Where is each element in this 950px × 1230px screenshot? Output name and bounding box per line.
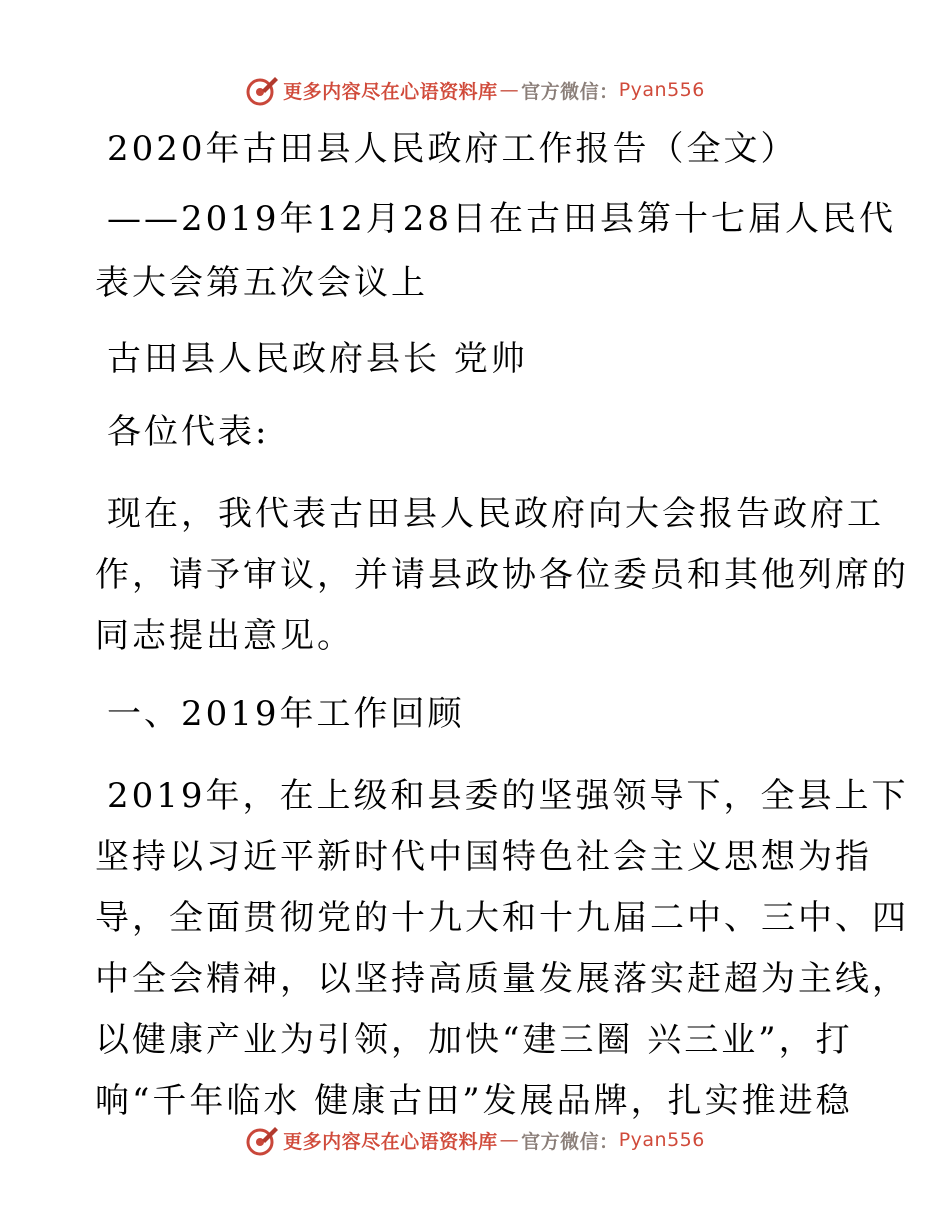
paragraph-2-line-5: 以健康产业为引领，加快“建三圈 兴三业”，打 [95,1020,853,1060]
watermark-label: 官方微信： [521,80,619,103]
document-subtitle-line-2: 表大会第五次会议上 [95,263,428,303]
watermark-dash: — [499,79,520,101]
document-author: 古田县人民政府县长 党帅 [107,339,528,379]
document-salutation: 各位代表: [107,412,270,452]
paragraph-2-line-1: 2019年，在上级和县委的坚强领导下，全县上下 [107,776,909,816]
paragraph-2-line-2: 坚持以习近平新时代中国特色社会主义思想为指 [95,837,872,877]
logo-icon [245,1123,279,1157]
footer-watermark [0,1120,950,1160]
logo-icon [245,73,279,107]
document-body [95,120,909,1121]
header-watermark [0,70,950,110]
watermark-brand: 更多内容尽在心语资料库 [283,1130,498,1153]
document-subtitle-line-1: ——2019年12月28日在古田县第十七届人民代 [107,199,897,239]
paragraph-2-line-3: 导，全面贯彻党的十九大和十九届二中、三中、四 [95,898,909,938]
watermark-account: Pyan556 [618,79,705,101]
paragraph-1-line-3: 同志提出意见。 [95,616,354,656]
paragraph-1-line-2: 作，请予审议，并请县政协各位委员和其他列席的 [95,555,909,595]
document-title: 2020年古田县人民政府工作报告（全文） [107,129,798,169]
paragraph-2-line-4: 中全会精神，以坚持高质量发展落实赶超为主线， [95,959,909,999]
watermark-label: 官方微信： [521,1130,619,1153]
watermark-account: Pyan556 [618,1129,705,1151]
paragraph-2-line-6: 响“千年临水 健康古田”发展品牌，扎实推进稳 [95,1081,853,1121]
paragraph-1-line-1: 现在，我代表古田县人民政府向大会报告政府工 [107,494,884,534]
watermark-brand: 更多内容尽在心语资料库 [283,80,498,103]
watermark-dash: — [499,1129,520,1151]
section-heading-1: 一、2019年工作回顾 [107,694,465,734]
